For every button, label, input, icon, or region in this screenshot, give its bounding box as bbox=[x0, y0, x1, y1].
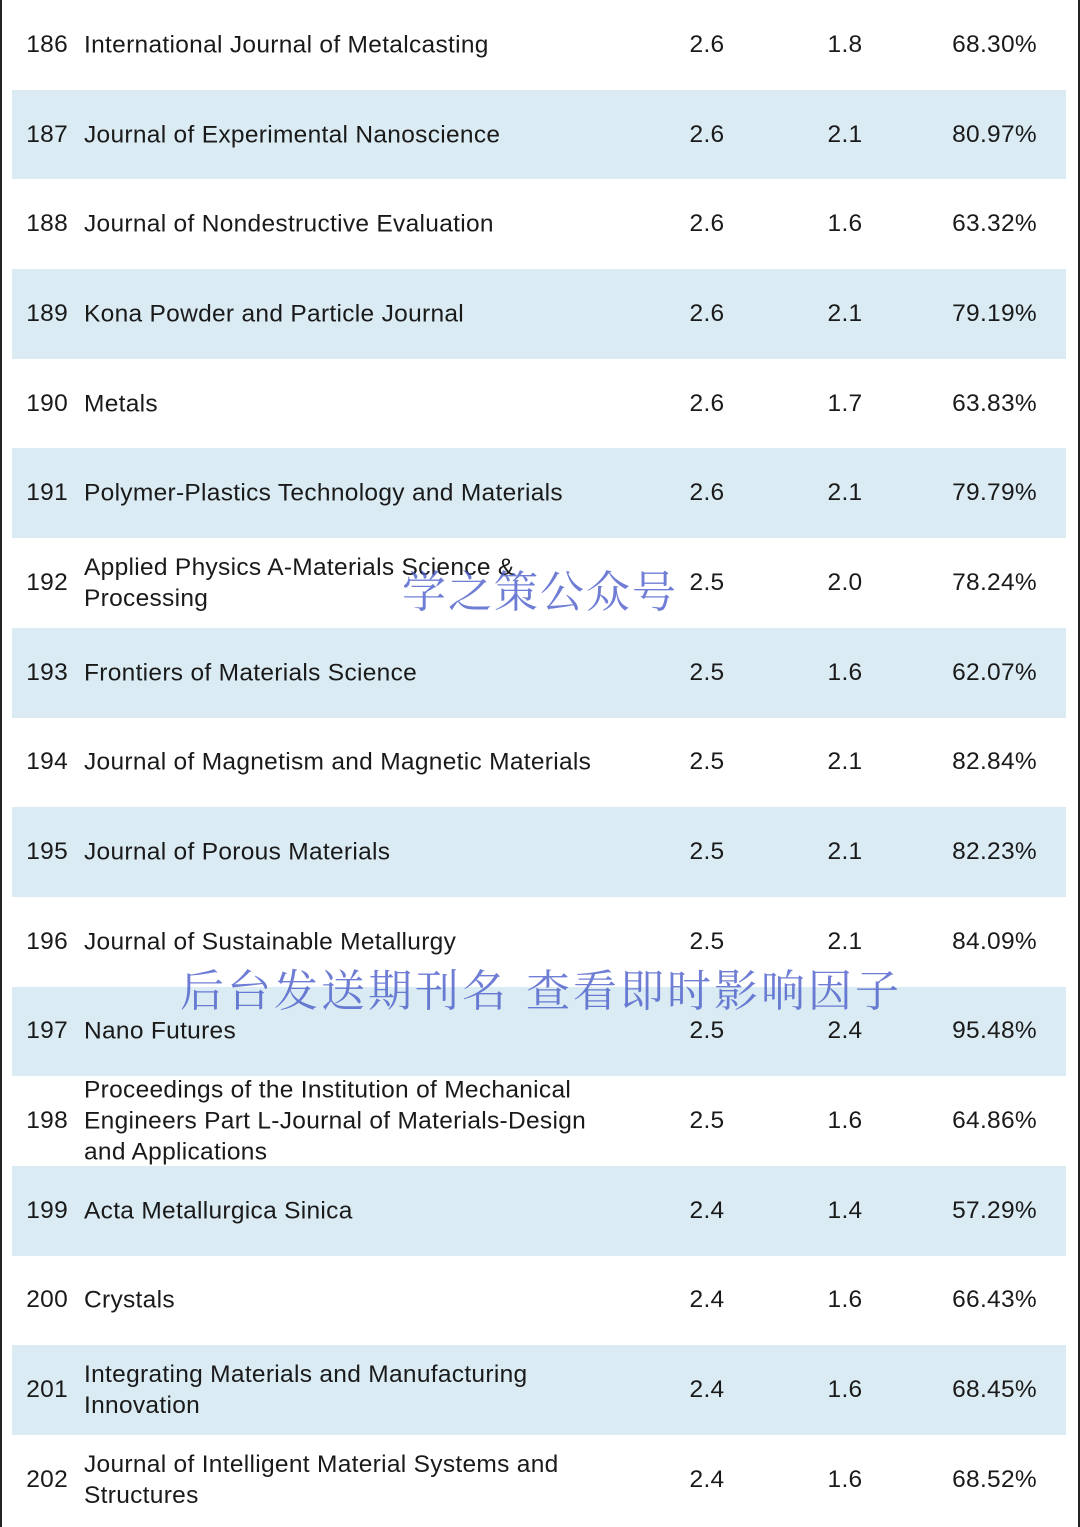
rank-cell: 193 bbox=[26, 658, 68, 686]
percentage-cell: 82.84% bbox=[952, 748, 1037, 776]
journal-name-cell: Journal of Intelligent Material Systems and Structures bbox=[84, 1450, 559, 1509]
impact-factor-cell: 2.6 bbox=[689, 389, 725, 417]
impact-factor-cell: 2.5 bbox=[689, 838, 725, 866]
rank-cell: 188 bbox=[26, 210, 68, 238]
five-year-if-cell: 1.6 bbox=[827, 1376, 863, 1404]
impact-factor-cell: 2.4 bbox=[689, 1376, 725, 1404]
impact-factor-cell: 2.4 bbox=[689, 1196, 725, 1224]
page-border-left bbox=[0, 0, 2, 1527]
percentage-cell: 57.29% bbox=[952, 1196, 1037, 1224]
impact-factor-cell: 2.6 bbox=[689, 299, 725, 327]
impact-factor-cell: 2.5 bbox=[689, 927, 725, 955]
table-row bbox=[12, 1435, 1066, 1525]
rank-cell: 194 bbox=[26, 748, 68, 776]
rank-cell: 195 bbox=[26, 838, 68, 866]
rank-cell: 200 bbox=[26, 1286, 68, 1314]
percentage-cell: 84.09% bbox=[952, 927, 1037, 955]
table-row bbox=[12, 1345, 1066, 1435]
impact-factor-cell: 2.4 bbox=[689, 1465, 725, 1493]
rank-cell: 186 bbox=[26, 30, 68, 58]
percentage-cell: 64.86% bbox=[952, 1107, 1037, 1135]
impact-factor-cell: 2.5 bbox=[689, 1107, 725, 1135]
table-row bbox=[12, 269, 1066, 359]
five-year-if-cell: 1.7 bbox=[827, 389, 863, 417]
percentage-cell: 79.79% bbox=[952, 479, 1037, 507]
five-year-if-cell: 2.0 bbox=[827, 568, 863, 596]
rank-cell: 187 bbox=[26, 120, 68, 148]
impact-factor-cell: 2.5 bbox=[689, 658, 725, 686]
five-year-if-cell: 2.1 bbox=[827, 299, 863, 327]
rank-cell: 199 bbox=[26, 1196, 68, 1224]
percentage-cell: 80.97% bbox=[952, 120, 1037, 148]
five-year-if-cell: 1.6 bbox=[827, 1465, 863, 1493]
rank-cell: 192 bbox=[26, 568, 68, 596]
percentage-cell: 68.52% bbox=[952, 1465, 1037, 1493]
five-year-if-cell: 1.6 bbox=[827, 658, 863, 686]
five-year-if-cell: 2.1 bbox=[827, 120, 863, 148]
percentage-cell: 68.30% bbox=[952, 30, 1037, 58]
table-row bbox=[12, 359, 1066, 449]
impact-factor-cell: 2.6 bbox=[689, 210, 725, 238]
impact-factor-cell: 2.5 bbox=[689, 568, 725, 596]
journal-name-cell: Journal of Magnetism and Magnetic Materials bbox=[84, 748, 592, 776]
five-year-if-cell: 1.6 bbox=[827, 1107, 863, 1135]
impact-factor-cell: 2.6 bbox=[689, 479, 725, 507]
percentage-cell: 68.45% bbox=[952, 1376, 1037, 1404]
percentage-cell: 63.83% bbox=[952, 389, 1037, 417]
journal-name-cell: Crystals bbox=[84, 1286, 175, 1314]
rank-cell: 189 bbox=[26, 299, 68, 327]
impact-factor-cell: 2.5 bbox=[689, 1017, 725, 1045]
rank-cell: 190 bbox=[26, 389, 68, 417]
five-year-if-cell: 2.1 bbox=[827, 927, 863, 955]
five-year-if-cell: 2.1 bbox=[827, 748, 863, 776]
five-year-if-cell: 1.6 bbox=[827, 1286, 863, 1314]
percentage-cell: 62.07% bbox=[952, 658, 1037, 686]
table-row bbox=[12, 448, 1066, 538]
impact-factor-cell: 2.6 bbox=[689, 120, 725, 148]
journal-name-cell: Integrating Materials and Manufacturing Innovation bbox=[84, 1361, 528, 1420]
rank-cell: 196 bbox=[26, 927, 68, 955]
impact-factor-cell: 2.6 bbox=[689, 30, 725, 58]
table-row bbox=[12, 0, 1066, 90]
impact-factor-cell: 2.5 bbox=[689, 748, 725, 776]
journal-name-cell: Metals bbox=[84, 390, 158, 418]
table-row bbox=[12, 718, 1066, 808]
table-row bbox=[12, 807, 1066, 897]
journal-name-cell: Journal of Nondestructive Evaluation bbox=[84, 210, 494, 238]
rank-cell: 198 bbox=[26, 1107, 68, 1135]
percentage-cell: 66.43% bbox=[952, 1286, 1037, 1314]
percentage-cell: 79.19% bbox=[952, 299, 1037, 327]
watermark-account: 学之策公众号 bbox=[402, 567, 678, 618]
table-row bbox=[12, 1076, 1066, 1166]
five-year-if-cell: 2.1 bbox=[827, 479, 863, 507]
five-year-if-cell: 2.1 bbox=[827, 838, 863, 866]
journal-name-cell: Journal of Porous Materials bbox=[84, 838, 391, 866]
journal-name-cell: Journal of Sustainable Metallurgy bbox=[84, 928, 457, 956]
journal-name-cell: Acta Metallurgica Sinica bbox=[84, 1197, 353, 1225]
table-row bbox=[12, 90, 1066, 180]
rank-cell: 197 bbox=[26, 1017, 68, 1045]
rank-cell: 201 bbox=[26, 1376, 68, 1404]
journal-name-cell: Polymer-Plastics Technology and Materials bbox=[84, 479, 563, 507]
journal-table bbox=[12, 0, 1066, 1525]
table-row bbox=[12, 1256, 1066, 1346]
journal-name-cell: International Journal of Metalcasting bbox=[84, 31, 489, 59]
percentage-cell: 63.32% bbox=[952, 210, 1037, 238]
journal-name-cell: Journal of Experimental Nanoscience bbox=[84, 121, 501, 149]
five-year-if-cell: 1.8 bbox=[827, 30, 863, 58]
table-row bbox=[12, 628, 1066, 718]
rank-cell: 191 bbox=[26, 479, 68, 507]
watermark-hint: 后台发送期刊名 查看即时影响因子 bbox=[180, 966, 902, 1017]
impact-factor-cell: 2.4 bbox=[689, 1286, 725, 1314]
journal-name-cell: Nano Futures bbox=[84, 1017, 237, 1045]
percentage-cell: 95.48% bbox=[952, 1017, 1037, 1045]
journal-name-cell: Proceedings of the Institution of Mechanical Engineers Part L-Journal of Materials-Design and Applications bbox=[84, 1076, 587, 1166]
table-row bbox=[12, 179, 1066, 269]
five-year-if-cell: 1.4 bbox=[827, 1196, 863, 1224]
five-year-if-cell: 2.4 bbox=[827, 1017, 863, 1045]
table-row bbox=[12, 1166, 1066, 1256]
percentage-cell: 78.24% bbox=[952, 568, 1037, 596]
journal-name-cell: Kona Powder and Particle Journal bbox=[84, 300, 465, 328]
journal-name-cell: Frontiers of Materials Science bbox=[84, 659, 418, 687]
percentage-cell: 82.23% bbox=[952, 838, 1037, 866]
journal-name-cell: Applied Physics A-Materials Science & Processing bbox=[84, 553, 515, 612]
five-year-if-cell: 1.6 bbox=[827, 210, 863, 238]
rank-cell: 202 bbox=[26, 1465, 68, 1493]
